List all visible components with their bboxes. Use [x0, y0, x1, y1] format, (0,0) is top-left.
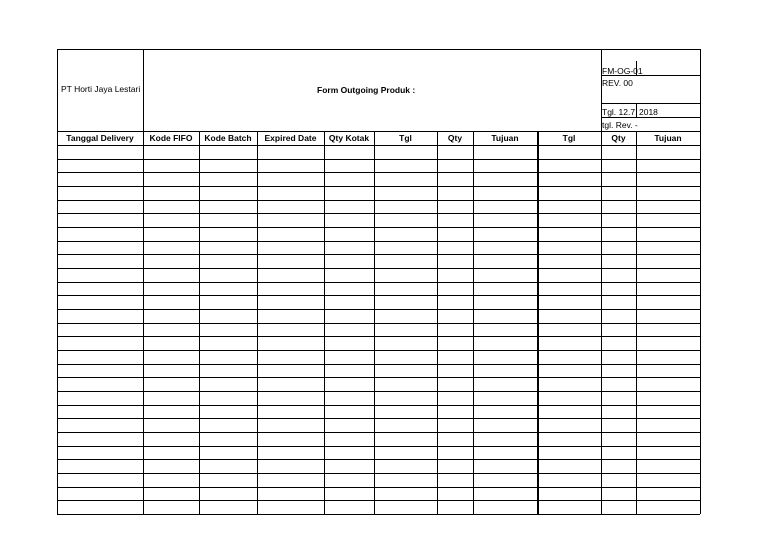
table-row: [57, 309, 700, 323]
column-header: Tgl: [399, 133, 412, 143]
column-header: Kode Batch: [204, 133, 252, 143]
table-row: [57, 227, 700, 241]
document-code: FM-OG-01: [602, 66, 643, 76]
column-header: Tujuan: [491, 133, 519, 143]
table-row: [57, 323, 700, 337]
doc-info-line: [601, 75, 700, 76]
column-header: Tgl: [562, 133, 576, 143]
company-name: PT Horti Jaya Lestari: [61, 84, 141, 94]
table-row-line: [57, 514, 700, 515]
table-row: [57, 350, 700, 364]
doc-info-divider: [601, 49, 602, 131]
doc-info-inner-line: [636, 103, 637, 117]
table-row: [57, 200, 700, 214]
table-row: [57, 268, 700, 282]
column-header: Qty: [611, 133, 626, 143]
table-row: [57, 487, 700, 501]
revision-date: tgl. Rev. -: [602, 120, 638, 130]
table-row: [57, 159, 700, 173]
table-row: [57, 391, 700, 405]
table-row: [57, 405, 700, 419]
doc-info-line: [601, 117, 700, 118]
table-row: [57, 446, 700, 460]
header-row-top: [57, 131, 700, 132]
table-row: [57, 213, 700, 227]
column-header: Expired Date: [264, 133, 317, 143]
table-row: [57, 145, 700, 159]
table-row: [57, 418, 700, 432]
column-header: Tujuan: [654, 133, 682, 143]
column-header: Kode FIFO: [149, 133, 193, 143]
table-row: [57, 432, 700, 446]
column-header: Tanggal Delivery: [66, 133, 134, 143]
table-row: [57, 282, 700, 296]
company-divider: [143, 49, 144, 131]
table-row: [57, 336, 700, 350]
column-header: Qty Kotak: [328, 133, 370, 143]
table-row: [57, 364, 700, 378]
header-top-border: [57, 49, 700, 50]
table-row: [57, 295, 700, 309]
table-row: [57, 254, 700, 268]
table-row: [57, 500, 700, 514]
right-border: [700, 49, 701, 514]
doc-info-line: [601, 103, 700, 104]
table-row: [57, 377, 700, 391]
table-row: [57, 186, 700, 200]
revision-number: REV. 00: [602, 78, 633, 88]
column-header: Qty: [447, 133, 463, 143]
document-date-label: Tgl. 12.7.: [602, 107, 638, 117]
table-row: [57, 241, 700, 255]
doc-info-inner-line: [636, 61, 637, 75]
table-row: [57, 459, 700, 473]
document-date-year: 2018: [639, 107, 658, 117]
table-row: [57, 172, 700, 186]
form-title: Form Outgoing Produk :: [317, 85, 416, 95]
table-row: [57, 473, 700, 487]
